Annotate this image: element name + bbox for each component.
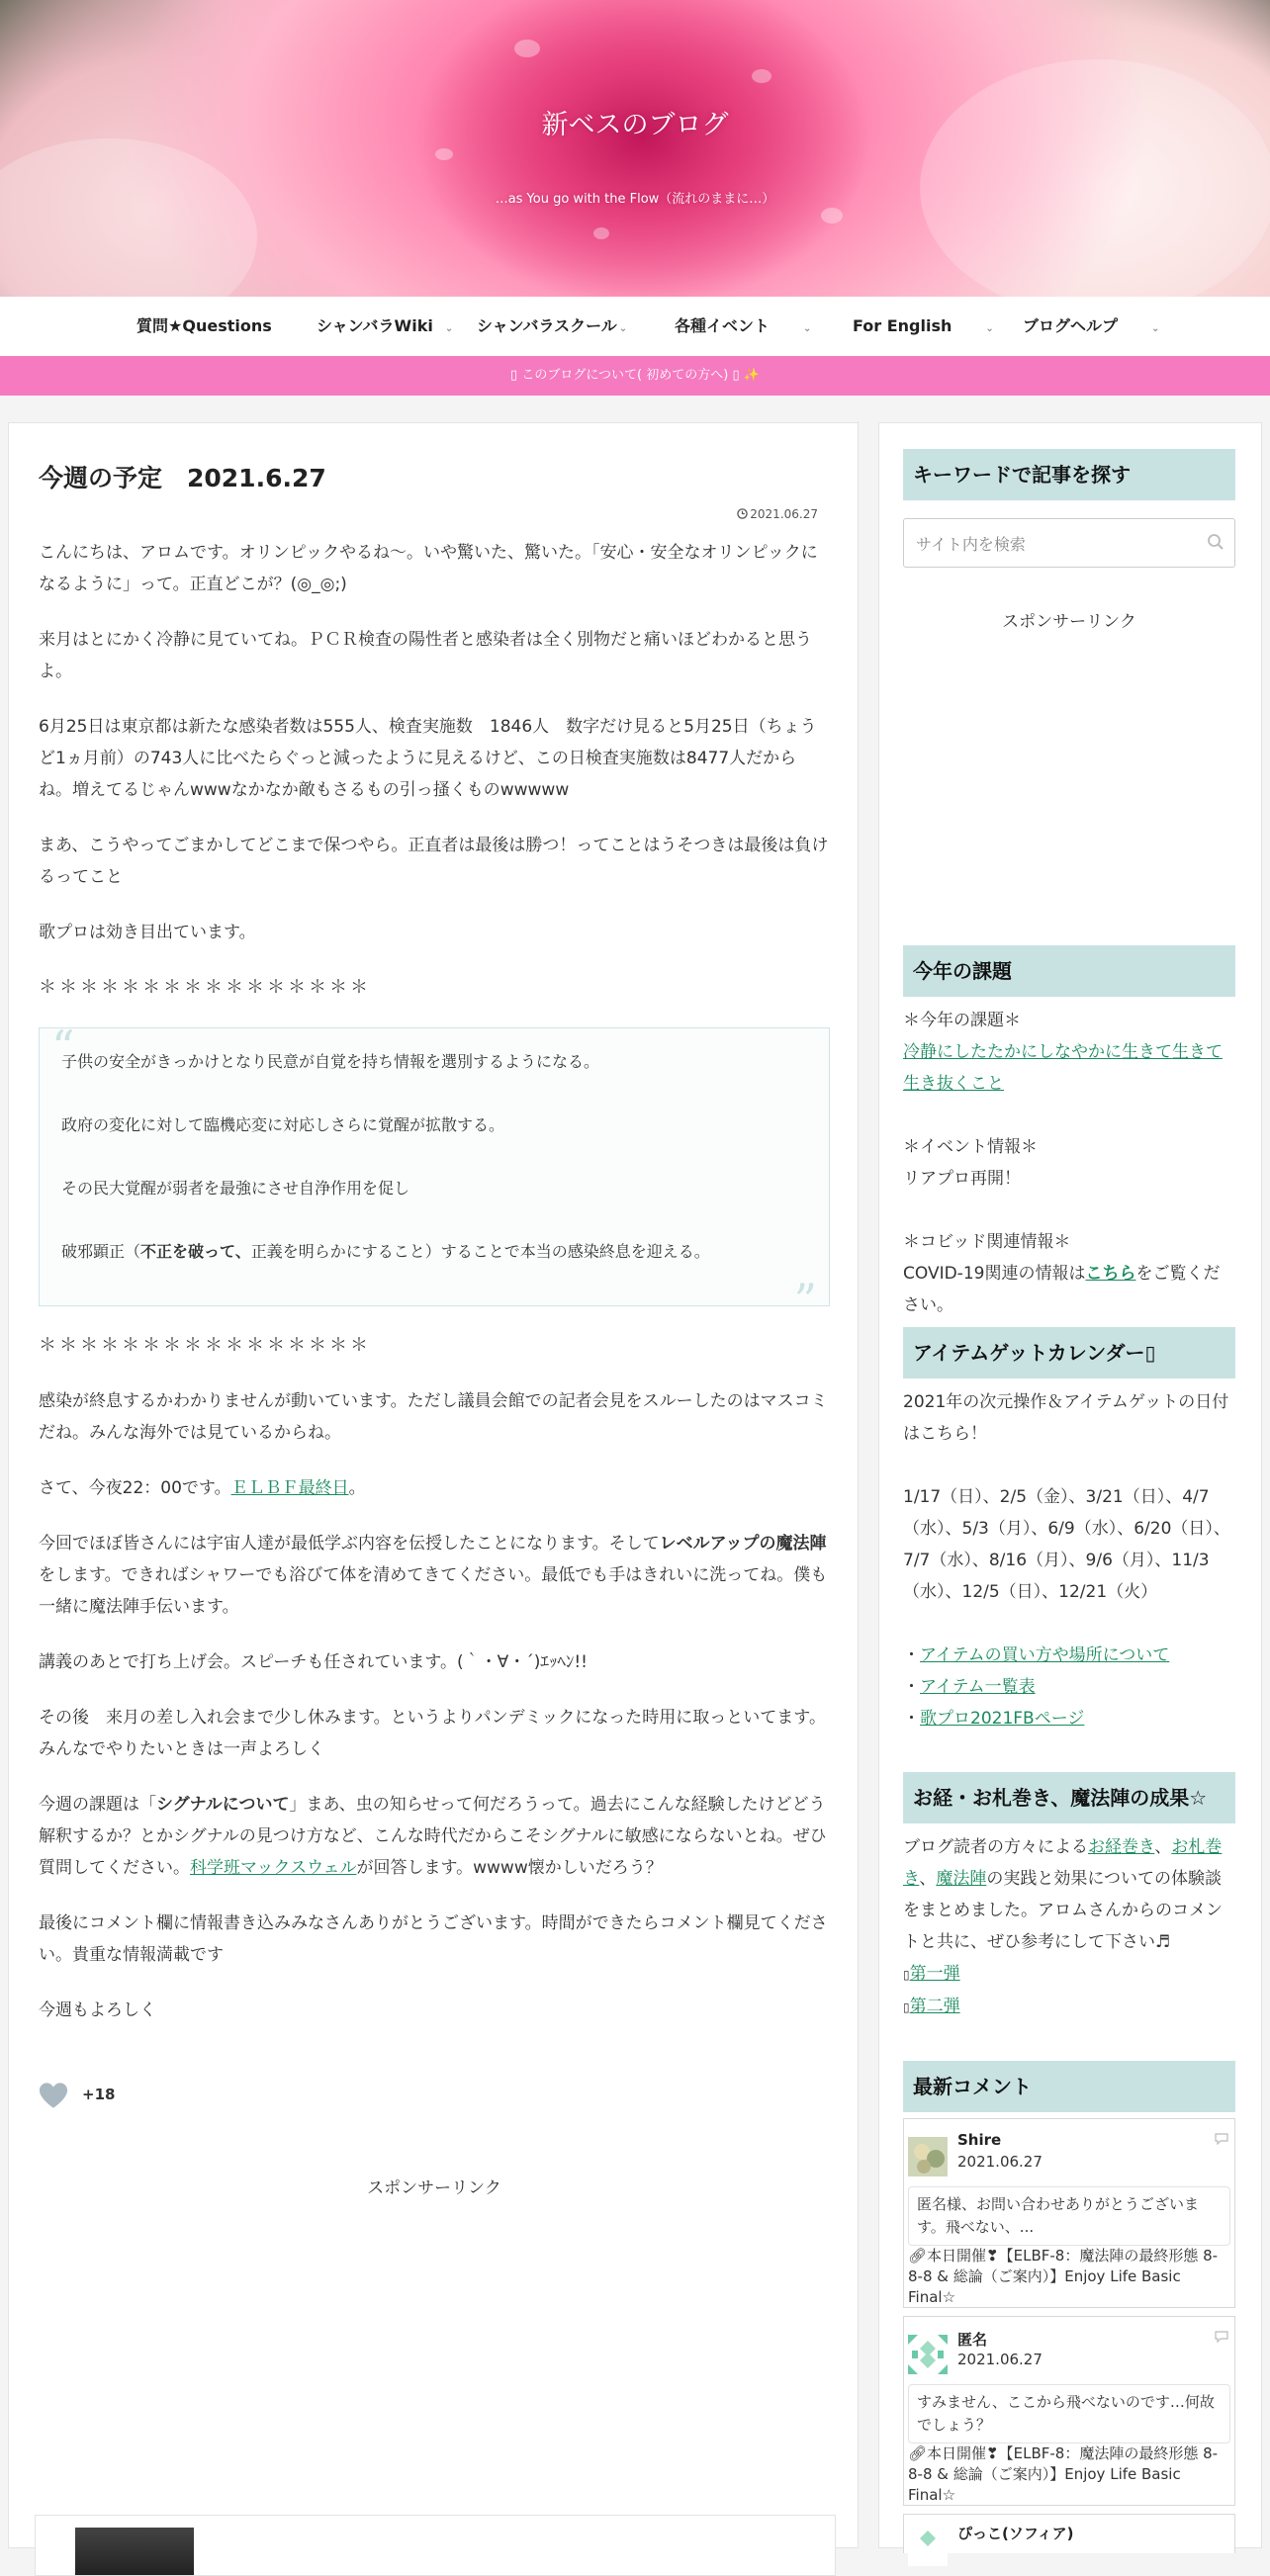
paragraph: 最後にコメント欄に情報書き込みみなさんありがとうございます。時間ができたらコメント欄見てください。貴重な情報満載です	[39, 1913, 828, 1965]
paragraph-text: が回答します。wwww懐かしいだろう？	[356, 1858, 663, 1878]
comment-card[interactable]	[903, 2514, 1235, 2553]
task-block	[903, 1005, 1235, 1321]
post-date-text: 2021.06.27	[750, 507, 818, 521]
prophecy-quote	[39, 1021, 830, 1327]
header-droplet	[514, 40, 540, 57]
post-body	[39, 537, 830, 2050]
paragraph: 歌プロは効き目出ています。	[39, 923, 256, 942]
comment-date: 2021.06.27	[957, 2351, 1043, 2368]
paragraph-text: をします。できればシャワーでも浴びて体を清めてきてください。最低でも手はきれいに洗ってね。僕も一緒に魔法陣手伝います。	[39, 1565, 828, 1617]
avatar	[908, 2137, 948, 2176]
header-droplet	[752, 69, 771, 83]
elbf-final-link[interactable]: ＥＬＢＦ最終日	[230, 1478, 349, 1498]
article-main	[8, 422, 859, 2548]
header-petal	[920, 59, 1270, 297]
sidebar-heading-tasks: 今年の課題	[903, 945, 1235, 997]
covid-text	[903, 1258, 1235, 1321]
paragraph-bold: シグナルについて	[156, 1795, 290, 1815]
site-title[interactable]: 新ベスのブログ	[541, 110, 729, 140]
heart-icon[interactable]	[39, 2082, 68, 2109]
sidebar-heading-comments: 最新コメント	[903, 2061, 1235, 2112]
comment-post-link[interactable]	[908, 2443, 1230, 2506]
search-icon[interactable]	[1207, 533, 1225, 551]
covid-text-part: をご覧ください。	[903, 1264, 1221, 1315]
quote-line	[61, 1236, 807, 1268]
item-purchase-link[interactable]: アイテムの買い方や場所について	[920, 1645, 1170, 1665]
quote-close-icon: ”	[793, 1274, 817, 1327]
comment-post-title: 本日開催❣【ELBF-8：魔法陣の最終形態 8-8-8 & 総論（ご案内）】Enjoy Life Basic Final☆	[908, 2247, 1219, 2306]
comment-author[interactable]: Shire	[957, 2131, 1002, 2149]
spell-text-part: の実践と効果についての体験談をまとめました。アロムさんからのコメントと共に、ぜひ参考にして下さい♬	[903, 1869, 1223, 1952]
header-droplet	[821, 208, 843, 223]
quote-open-icon: “	[51, 1021, 75, 1074]
comment-author[interactable]: 匿名	[957, 2331, 988, 2349]
nav-item-blog-help[interactable]	[1023, 297, 1159, 356]
comment-card[interactable]	[903, 2316, 1235, 2506]
spell-part-item	[903, 1991, 1235, 2023]
nav-item-for-english[interactable]	[853, 297, 994, 356]
post-date	[737, 507, 818, 521]
site-tagline: …as You go with the Flow（流れのままに…）	[495, 192, 775, 207]
search-box	[903, 518, 1235, 568]
spell-text-part: 、	[919, 1869, 937, 1889]
event-text: リアプロ再開！	[903, 1169, 1021, 1189]
covid-text-part: COVID-19関連の情報は	[903, 1264, 1086, 1284]
comment-post-title: 本日開催❣【ELBF-8：魔法陣の最終形態 8-8-8 & 総論（ご案内）】Enjoy Life Basic Final☆	[908, 2444, 1219, 2504]
calendar-link-item: ・アイテム一覧表	[903, 1677, 1036, 1697]
item-list-link[interactable]: アイテム一覧表	[920, 1677, 1036, 1697]
separator-stars: ＊＊＊＊＊＊＊＊＊＊＊＊＊＊＊＊	[39, 1335, 371, 1356]
spacer	[903, 1195, 1235, 1226]
calendar-intro: 2021年の次元操作＆アイテムゲットの日付はこちら！	[903, 1392, 1229, 1444]
science-maxwell-link[interactable]: 科学班マックスウェル	[190, 1858, 357, 1878]
sidebar-heading-spells: お経・お札巻き、魔法陣の成果☆	[903, 1772, 1235, 1823]
global-nav	[0, 297, 1270, 356]
chevron-down-icon: ⌄	[444, 323, 454, 334]
quote-text: 破邪顕正（	[61, 1242, 141, 1261]
paragraph-text: 」まあ、虫の知らせって何だろうって。過去にこんな経験したけどどう解釈するか？とかシグナルの見つけ方など、こんな時代だからこそシグナルに敏感にならないとね。ぜひ質問してください。	[39, 1795, 827, 1878]
paragraph-bold: レベルアップの魔法陣	[659, 1534, 827, 1554]
event-label: ＊イベント情報＊	[903, 1137, 1038, 1157]
part-two-link[interactable]: 第二弾	[909, 1997, 960, 2016]
paragraph: 来月はとにかく冷静に見ていてね。ＰＣＲ検査の陽性者と感染者は全く別物だと痛いほどわかると思うよ。	[39, 630, 812, 681]
avatar	[908, 2527, 948, 2566]
paragraph	[39, 1789, 830, 1884]
nav-item-label: シャンバラスクール	[477, 316, 617, 335]
quote-text: 正義を明らかにすること）することで本当の感染終息を迎える。	[250, 1242, 710, 1261]
header-petal	[0, 138, 257, 297]
ofuda-maki-link[interactable]: お札巻き	[903, 1837, 1223, 1889]
quote-line: その民大覚醒が弱者を最強にさせ自浄作用を促し	[61, 1179, 410, 1198]
about-blog-notice[interactable]: ▯ このブログについて( 初めての方へ) ▯ ✨	[0, 356, 1270, 396]
nav-item-label: ブログヘルプ	[1023, 316, 1119, 335]
comment-author[interactable]: ぴっこ(ソフィア)	[957, 2525, 1074, 2542]
sidebar-heading-search: キーワードで記事を探す	[903, 449, 1235, 500]
like-row	[39, 2075, 115, 2114]
paragraph: 今週もよろしく	[39, 2000, 156, 2020]
nav-item-label: 質問★Questions	[136, 316, 272, 335]
task-link[interactable]: 冷静にしたたかにしなやかに生きて生きて生き抜くこと	[903, 1042, 1223, 1094]
paragraph: 6月25日は東京都は新たな感染者数は555人、検査実施数 1846人 数字だけ見ると5月25日（ちょうど1ヵ月前）の743人に比べたらぐっと減ったように見えるけど、この日検査実施数は8477人だからね。増えてるじゃんwwwなかなか敵もさるもの引っ搔くものwwwww	[39, 717, 817, 800]
box-icon: ▯	[903, 2000, 910, 2014]
header-droplet	[435, 148, 453, 160]
header-droplet	[593, 227, 609, 239]
chevron-down-icon: ⌄	[985, 323, 994, 334]
comment-post-link[interactable]	[908, 2246, 1230, 2308]
comment-card[interactable]	[903, 2118, 1235, 2308]
spell-text-part: ブログ読者の方々による	[903, 1837, 1088, 1857]
utapro-fb-link[interactable]: 歌プロ2021FBページ	[920, 1709, 1085, 1729]
comment-date: 2021.06.27	[957, 2153, 1043, 2171]
sidebar-heading-calendar: アイテムゲットカレンダー▯	[903, 1327, 1235, 1378]
calendar-link-item: ・アイテムの買い方や場所について	[903, 1645, 1170, 1665]
nav-item-label: シャンバラWiki	[317, 316, 433, 335]
box-icon: ▯	[903, 1968, 910, 1982]
paragraph-text: 今回でほぼ皆さんには宇宙人達が最低学ぶ内容を伝授したことになります。そして	[39, 1534, 660, 1554]
part-one-link[interactable]: 第一弾	[909, 1964, 960, 1984]
separator-stars: ＊＊＊＊＊＊＊＊＊＊＊＊＊＊＊＊	[39, 977, 371, 998]
spell-part-item	[903, 1958, 1235, 1991]
sponsor-label: スポンサーリンク	[367, 2178, 501, 2198]
chevron-down-icon: ⌄	[1151, 323, 1160, 334]
nav-item-shambala-wiki[interactable]	[317, 297, 453, 356]
search-input[interactable]	[914, 529, 1185, 559]
nav-item-label: 各種イベント	[675, 316, 771, 335]
like-count: +18	[82, 2086, 116, 2103]
sidebar	[878, 422, 1262, 2548]
spacer	[903, 1608, 1235, 1640]
sponsor-label: スポンサーリンク	[1002, 612, 1136, 632]
paragraph: まあ、こうやってごまかしてどこまで保つやら。正直者は最後は勝つ！ってことはうそつきは最後は負けるってこと	[39, 836, 829, 887]
paragraph: その後 来月の差し入れ会まで少し休みます。というよりパンデミックになった時用に取っといてます。みんなでやりたいときは一声よろしく	[39, 1708, 826, 1759]
comment-bubble-icon	[1215, 2133, 1228, 2145]
site-header	[0, 0, 1270, 297]
link-icon: 🔗︎	[908, 2247, 928, 2265]
nav-item-label: For English	[853, 316, 952, 335]
post-title: 今週の予定 2021.6.27	[39, 464, 326, 492]
paragraph: 感染が終息するかわかりませんが動いています。ただし議員会館での記者会見をスルーしたのはマスコミだね。みんな海外では見ているからね。	[39, 1391, 828, 1443]
covid-link[interactable]: こちら	[1085, 1264, 1136, 1284]
comment-excerpt: すみません、ここから飛べないのです…何故でしょう？	[908, 2384, 1230, 2443]
paragraph-text: 今週の課題は「	[39, 1795, 156, 1815]
quote-bold: 不正を破って、	[140, 1242, 251, 1261]
comment-excerpt: 匿名様、お問い合わせありがとうございます。飛べない、...	[908, 2186, 1230, 2246]
clock-icon	[737, 508, 748, 519]
nav-item-shambala-school[interactable]	[477, 297, 627, 356]
related-post-card[interactable]	[35, 2515, 836, 2576]
spell-block	[903, 1831, 1235, 2023]
paragraph: こんにちは、アロムです。オリンピックやるね〜。いや驚いた、驚いた。「安心・安全なオリンピックになるように」って。正直どこが？(◎_◎;)	[39, 543, 818, 594]
nav-item-questions[interactable]	[136, 297, 272, 356]
related-post-thumbnail[interactable]	[75, 2528, 194, 2575]
link-icon: 🔗︎	[908, 2444, 928, 2462]
calendar-block	[903, 1386, 1235, 1734]
paragraph-text: さて、今夜22：00です。	[39, 1478, 231, 1498]
task-label: ＊今年の課題＊	[903, 1011, 1021, 1030]
okyo-maki-link[interactable]: お経巻き	[1088, 1837, 1155, 1857]
covid-label: ＊コビッド関連情報＊	[903, 1232, 1071, 1252]
spell-text	[903, 1831, 1235, 1958]
quote-line: 政府の変化に対して臨機応変に対応しさらに覚醒が拡散する。	[61, 1115, 505, 1134]
spacer	[903, 1100, 1235, 1131]
nav-item-events[interactable]	[675, 297, 811, 356]
calendar-dates: 1/17（日）、2/5（金）、3/21（日）、4/7（水）、5/3（月）、6/9（水）、6/20（日）、7/7（水）、8/16（月）、9/6（月）、11/3（水）、12/5（日）、12/21（火）	[903, 1487, 1230, 1602]
paragraph	[39, 1528, 830, 1623]
comment-bubble-icon	[1215, 2331, 1228, 2343]
paragraph: 講義のあとで打ち上げ会。スピーチも任されています。(｀・∀・´)ｴｯﾍﾝ!!	[39, 1652, 588, 1672]
paragraph-text: 。	[348, 1478, 366, 1498]
spacer	[903, 1450, 1235, 1481]
chevron-down-icon: ⌄	[803, 323, 812, 334]
avatar	[908, 2335, 948, 2374]
mahoujin-link[interactable]: 魔法陣	[936, 1869, 987, 1889]
quote-line: 子供の安全がきっかけとなり民意が自覚を持ち情報を選別するようになる。	[61, 1052, 600, 1071]
paragraph	[39, 1472, 830, 1504]
calendar-link-item: ・歌プロ2021FBページ	[903, 1709, 1085, 1729]
spell-text-part: 、	[1154, 1837, 1172, 1857]
chevron-down-icon: ⌄	[618, 323, 628, 334]
